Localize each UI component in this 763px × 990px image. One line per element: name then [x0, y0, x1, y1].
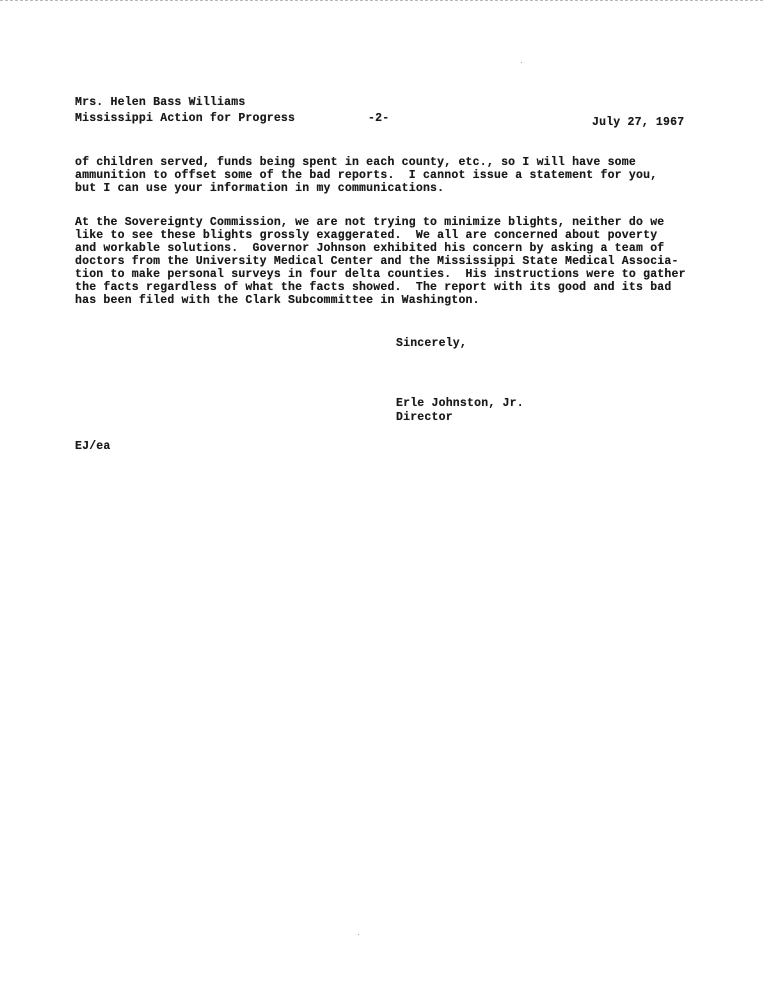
paragraph-line: but I can use your information in my communications.: [75, 182, 445, 195]
signer-title: Director: [396, 411, 453, 424]
typist-initials: EJ/ea: [75, 440, 111, 453]
paragraph-line: has been filed with the Clark Subcommittee in Washington.: [75, 294, 480, 307]
paragraph-line: tion to make personal surveys in four delta counties. His instructions were to gather: [75, 268, 686, 281]
paragraph-line: and workable solutions. Governor Johnson exhibited his concern by asking a team of: [75, 242, 665, 255]
recipient-organization: Mississippi Action for Progress: [75, 112, 296, 125]
paragraph-line: At the Sovereignty Commission, we are not trying to minimize blights, neither do we: [75, 216, 665, 229]
paper-speck: [521, 62, 522, 63]
letter-date: July 27, 1967: [592, 116, 685, 129]
signer-name: Erle Johnston, Jr.: [396, 397, 524, 410]
page-top-edge: [0, 0, 763, 1]
paper-speck: [358, 934, 359, 935]
paragraph-line: like to see these blights grossly exaggerated. We all are concerned about poverty: [75, 229, 658, 242]
closing: Sincerely,: [396, 337, 468, 350]
paragraph-line: ammunition to offset some of the bad reports. I cannot issue a statement for you,: [75, 169, 658, 182]
paragraph-line: of children served, funds being spent in each county, etc., so I will have some: [75, 156, 636, 169]
paragraph-line: the facts regardless of what the facts showed. The report with its good and its bad: [75, 281, 672, 294]
page-number: -2-: [368, 112, 390, 125]
body-paragraph-1: [75, 156, 657, 195]
paragraph-line: doctors from the University Medical Center and the Mississippi State Medical Associa-: [75, 255, 679, 268]
recipient-name: Mrs. Helen Bass Williams: [75, 96, 246, 109]
body-paragraph-2: [75, 216, 686, 307]
